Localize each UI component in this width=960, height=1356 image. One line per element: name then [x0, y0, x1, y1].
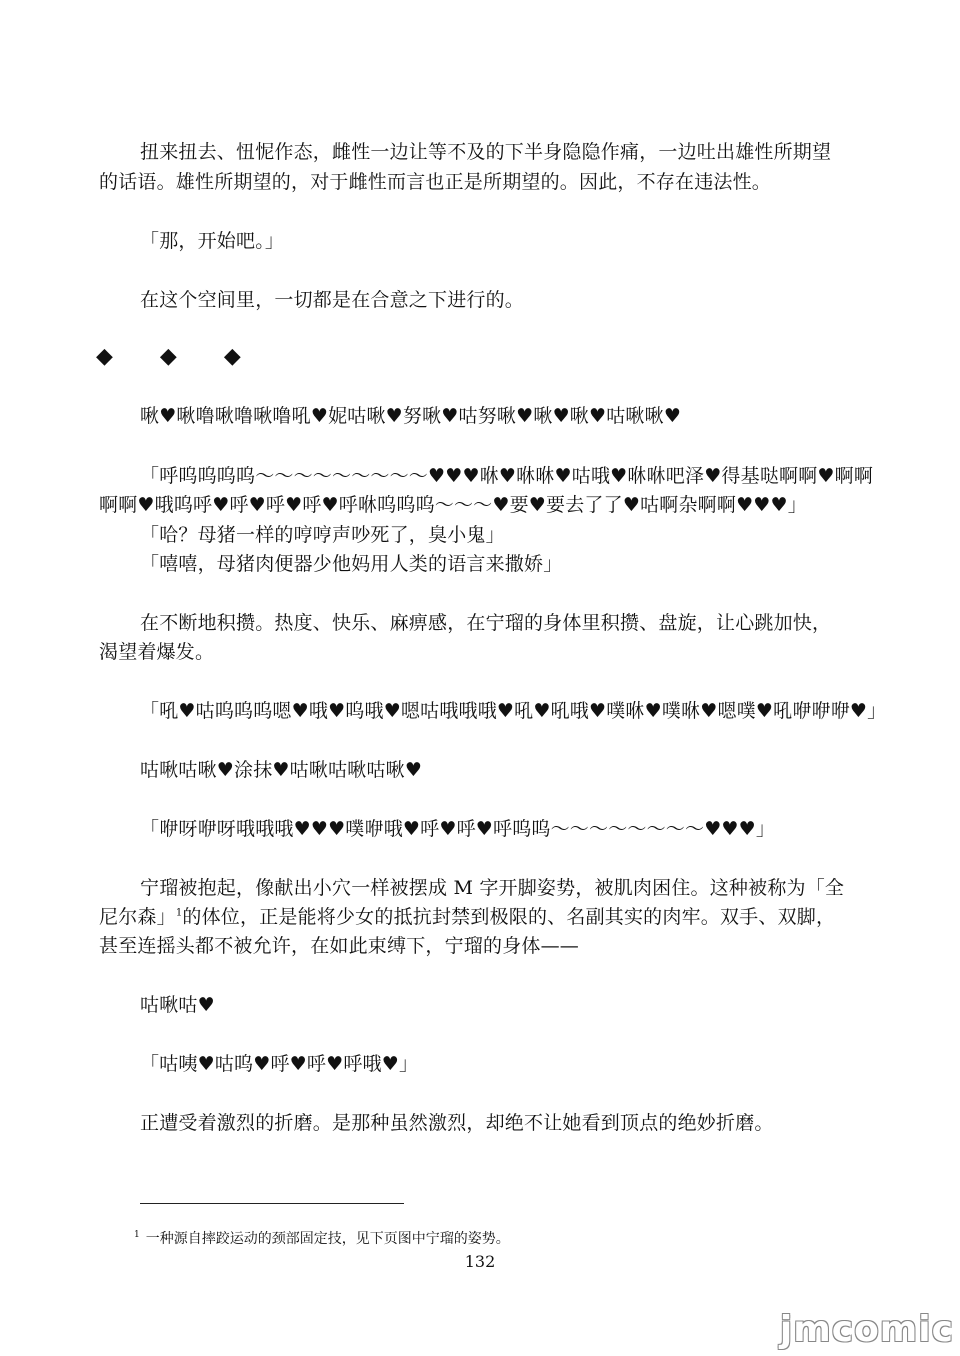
- paragraph-line: 在这个空间里，一切都是在合意之下进行的。: [140, 289, 525, 311]
- dialogue-line: 「那，开始吧。」: [140, 230, 285, 252]
- paragraph-line: 渴望着爆发。: [99, 641, 215, 663]
- sound-effect-line: 咕啾咕啾♥涂抹♥咕啾咕啾咕啾♥: [140, 759, 423, 781]
- footnote: [134, 1228, 510, 1248]
- sound-effect-line: 啾♥啾噜啾噜啾噜吼♥妮咕啾♥努啾♥咕努啾♥啾♥啾♥咕啾啾♥: [140, 405, 682, 427]
- section-separator: ◆ ◆ ◆: [96, 344, 261, 369]
- paragraph-line: 扭来扭去、忸怩作态，雌性一边让等不及的下半身隐隐作痛，一边吐出雄性所期望: [140, 141, 832, 163]
- dialogue-line: 啊啊♥哦呜呼♥呼♥呼♥呼♥呼咻呜呜呜～～～♥要♥要去了了♥咕啊杂啊啊♥♥♥」: [99, 494, 807, 516]
- watermark-logo: jmcomic: [779, 1309, 954, 1350]
- paragraph-line: 宁瑠被抱起，像献出小穴一样被摆成 M 字开脚姿势，被肌肉困住。这种被称为「全: [140, 877, 845, 899]
- footnote-reference[interactable]: 1: [175, 907, 183, 919]
- footnote-marker: 1: [134, 1230, 140, 1241]
- paragraph-text: 尼尔森」: [99, 906, 176, 928]
- paragraph-line: 正遭受着激烈的折磨。是那种虽然激烈，却绝不让她看到顶点的绝妙折磨。: [140, 1112, 774, 1134]
- dialogue-line: 「咕咦♥咕呜♥呼♥呼♥呼哦♥」: [140, 1053, 419, 1075]
- paragraph-line: 在不断地积攒。热度、快乐、麻痹感，在宁瑠的身体里积攒、盘旋，让心跳加快，: [140, 612, 832, 634]
- dialogue-line: 「嘻嘻，母猪肉便器少他妈用人类的语言来撒娇」: [140, 553, 563, 575]
- paragraph-line: [99, 902, 869, 932]
- page-number: 132: [464, 1252, 496, 1271]
- paragraph-line: 甚至连摇头都不被允许，在如此束缚下，宁瑠的身体——: [99, 935, 580, 957]
- dialogue-line: 「哈？母猪一样的哼哼声吵死了，臭小鬼」: [140, 524, 505, 546]
- dialogue-line: 「呼呜呜呜呜～～～～～～～～～♥♥♥咻♥咻咻♥咕哦♥咻咻吧泽♥得基哒啊啊♥啊啊: [140, 465, 874, 487]
- sound-effect-line: 咕啾咕♥: [140, 994, 215, 1016]
- footnote-text: 一种源自摔跤运动的颈部固定技，见下页图中宁瑠的姿势。: [145, 1231, 510, 1247]
- paragraph-text: 的体位，正是能将少女的抵抗封禁到极限的、名副其实的肉牢。双手、双脚，: [182, 906, 836, 928]
- dialogue-line: 「咿呀咿呀哦哦哦♥♥♥噗咿哦♥呼♥呼♥呼呜呜～～～～～～～～♥♥♥」: [140, 818, 776, 840]
- footnote-divider: [140, 1203, 404, 1204]
- paragraph-line: 的话语。雄性所期望的，对于雌性而言也正是所期望的。因此，不存在违法性。: [99, 171, 772, 193]
- dialogue-line: 「吼♥咕呜呜呜嗯♥哦♥呜哦♥嗯咕哦哦哦♥吼♥吼哦♥噗咻♥噗咻♥嗯噗♥吼咿咿咿♥」: [140, 700, 887, 722]
